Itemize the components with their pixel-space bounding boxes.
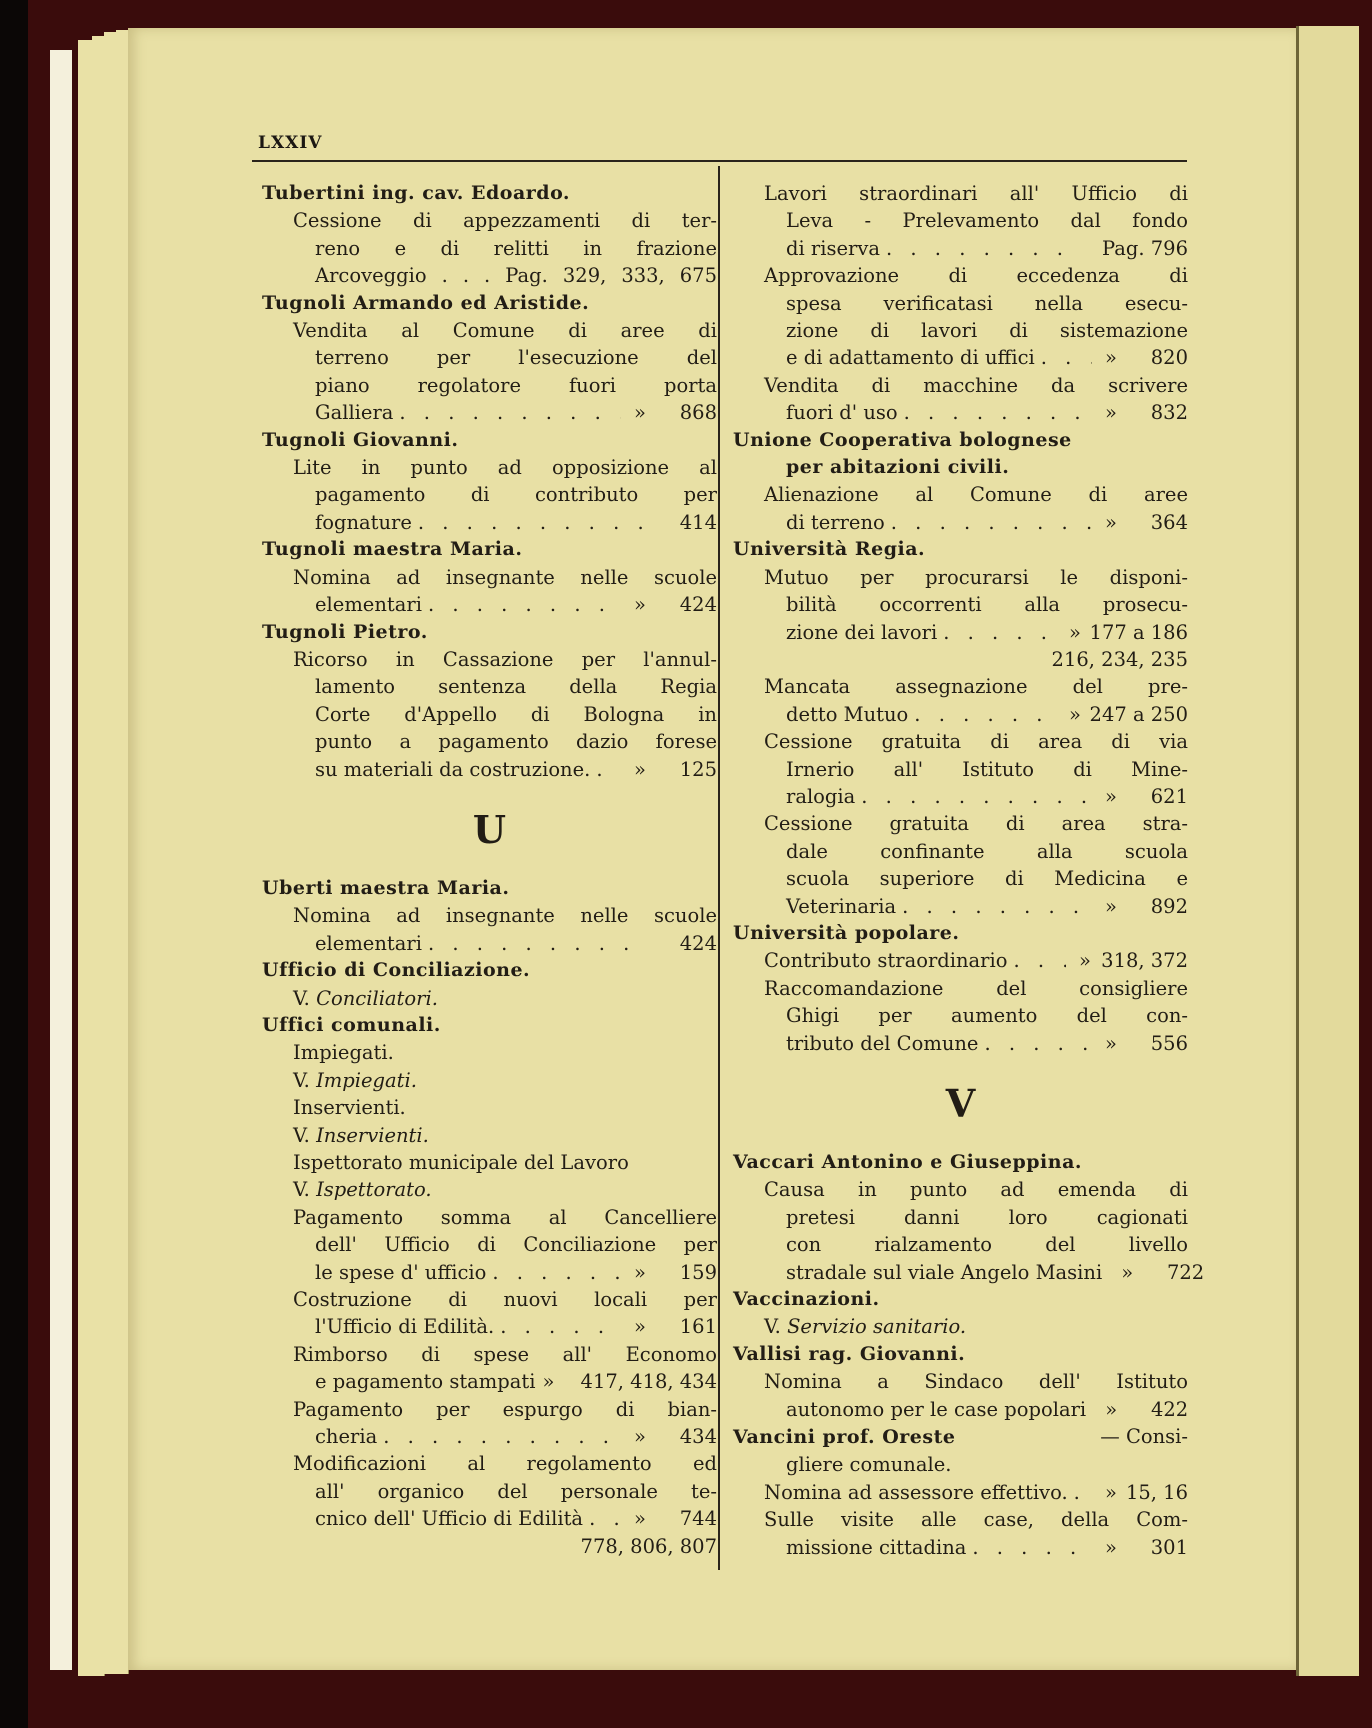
entry-text: Vendita di macchine da scrivere [764,373,1188,397]
entry-text: Irnerio all' Istituto di Mine- [786,757,1188,781]
entry-heading: Vaccari Antonino e Giuseppina. [733,1151,1083,1173]
cross-reference-target: Ispettorato. [316,1178,432,1202]
cross-reference [262,985,717,1012]
entry-line [733,1534,1188,1561]
ditto-mark: » [634,1425,646,1449]
entry-line [262,399,717,426]
entry-text: fuori d' uso [786,401,898,425]
entry-line [262,1368,717,1395]
right-column [733,180,1205,1561]
entry-text: Ghigi per aumento del con- [786,1004,1188,1028]
ditto-mark: » [634,1315,646,1339]
entry-text: spesa verificatasi nella esecu- [786,291,1188,315]
entry-text: detto Mutuo [786,702,909,726]
header-rule [252,160,1187,162]
entry-text: Ispettorato municipale del Lavoro [293,1151,629,1174]
ditto-mark: » [634,757,646,781]
entry-text: Modificazioni al regolamento ed [293,1452,717,1476]
leader-dots [972,1534,1092,1561]
entry-line [262,930,717,957]
ditto-mark: » [1069,620,1081,644]
entry-line [733,1479,1188,1506]
leader-dots [891,509,1092,536]
entry-text: bilità occorrenti alla prosecu- [786,593,1188,617]
leader-dots [914,701,1056,728]
entry-text: Contributo straordinario [764,949,1008,973]
page-ref: 722 [1166,1260,1205,1284]
entry-text: pagamento di contributo per [315,483,717,507]
page-ref: 247 a 250 [1089,702,1188,726]
entry-line [733,344,1188,371]
entry-text: dale confinante alla scuola [786,839,1188,863]
ditto-mark: » [634,593,646,617]
ditto-mark: » [634,401,646,425]
ditto-mark: » [1121,1260,1134,1284]
entry-text: di riserva [786,236,880,260]
entry-text: Mutuo per procurarsi le disponi- [764,565,1188,589]
entry-text: autonomo per le case popolari [786,1397,1087,1421]
leader-dots [902,893,1092,920]
leader-dots [428,591,621,618]
page-ref: 364 [1150,510,1188,534]
page-ref: 434 [679,1425,717,1449]
entry-line [262,756,717,783]
ditto-mark: » [1105,1397,1118,1421]
ditto-mark: » [1105,784,1117,808]
page-ref: 868 [679,401,717,425]
ditto-mark: » [1105,1480,1117,1504]
page-ref: 556 [1150,1031,1188,1055]
cross-reference [262,1067,717,1094]
entry-line [262,1505,717,1532]
entry-text: Lavori straordinari all' Ufficio di [764,182,1188,205]
entry-line [733,619,1188,646]
leader-dots [589,1505,621,1532]
entry-text: Rimborso di spese all' Economo [293,1342,717,1366]
entry-line [733,893,1188,920]
see-marker: V. [293,986,310,1010]
entry-text: Causa in punto ad emenda di [764,1178,1188,1202]
cross-reference-target: Impiegati. [316,1068,417,1092]
leader-dots [492,1259,621,1286]
page-ref: 744 [679,1507,717,1531]
entry-text: ralogia [786,784,856,808]
ditto-mark: » [1079,949,1091,973]
section-letter-v: V [945,1081,976,1126]
entry-heading-line [733,1423,1188,1451]
page-ref-continued: 778, 806, 807 [580,1534,717,1558]
page-ref: 159 [679,1260,717,1284]
entry-text: e di adattamento di uffici [786,346,1035,370]
entry-text: Cessione gratuita di area di via [764,730,1188,754]
entry-line [733,399,1188,426]
see-marker: V. [764,1315,781,1339]
leader-dots [383,1423,621,1450]
entry-text: all' organico del personale te- [315,1479,717,1503]
entry-text: Ricorso in Cassazione per l'annul- [293,647,717,671]
entry-text: punto a pagamento dazio forese [315,730,717,754]
page-ref: 621 [1150,784,1188,808]
facing-page [1296,26,1359,1676]
entry-line [733,1396,1188,1423]
entry-heading: Uberti maestra Maria. [262,876,510,899]
leader-dots [984,1030,1092,1057]
leader-dots [904,399,1092,426]
entry-text: piano regolatore fuori porta [315,373,717,397]
leader-dots [596,756,621,783]
entry-line [262,509,717,536]
entry-heading: Vallisi rag. Giovanni. [733,1342,966,1365]
cross-reference-target: Conciliatori. [316,986,438,1010]
entry-line [733,1259,1205,1286]
entry-heading: Università popolare. [733,921,960,944]
see-marker: V. [293,1068,310,1092]
entry-text: Nomina ad insegnante nelle scuole [293,904,717,928]
entry-text: cnico dell' Ufficio di Edilità [315,1507,584,1531]
ditto-mark: » [1105,346,1117,370]
page-ref: 125 [679,757,717,781]
page-ref: 417, 418, 434 [580,1370,717,1394]
entry-line [733,1030,1188,1057]
entry-text: di terreno [786,510,885,534]
entry-heading: Uffici comunali. [262,1013,441,1036]
leader-dots [1013,947,1066,974]
page-edge-strip [50,50,72,1670]
entry-heading: Vancini prof. Oreste [733,1426,956,1449]
entry-text: Impiegati. [293,1041,394,1065]
page-ref-continued: 216, 234, 235 [1051,647,1188,671]
see-marker: V. [293,1178,310,1202]
entry-text: fognature [315,510,412,534]
ditto-mark: » [1105,894,1117,918]
ditto-mark: » [1069,702,1081,726]
entry-text: terreno per l'esecuzione del [315,346,717,370]
section-letter-u: U [472,806,507,852]
entry-text: elementari [315,931,422,955]
entry-text: missione cittadina [786,1535,967,1559]
entry-text: reno e di relitti in frazione [315,236,717,260]
entry-text: lamento sentenza della Regia [315,675,717,699]
entry-text: Mancata assegnazione del pre- [764,675,1188,699]
entry-line [733,783,1188,810]
entry-text: — Consi- [1100,1425,1188,1449]
entry-heading: per abitazioni civili. [786,456,1010,479]
entry-line [733,701,1188,728]
entry-line [733,509,1188,536]
entry-text: zione di lavori di sistemazione [786,319,1188,343]
ditto-mark: » [634,1260,646,1284]
entry-text: zione dei lavori [786,620,938,644]
entry-text: Alienazione al Comune di aree [764,483,1188,507]
cross-reference [262,1176,717,1203]
entry-text: Cessione di appezzamenti di ter- [293,209,717,233]
ditto-mark: » [634,1507,646,1531]
entry-text: Approvazione di eccedenza di [764,264,1188,288]
page-ref: 424 [679,593,717,617]
leader-dots [1041,344,1092,371]
page-ref: 177 a 186 [1089,620,1188,644]
entry-text: Cessione gratuita di area stra- [764,812,1188,836]
page-ref: 820 [1150,346,1188,370]
see-marker: V. [293,1123,310,1147]
page-edge [78,40,93,1676]
page-ref: 301 [1150,1535,1188,1559]
page-ref: 318, 372 [1101,949,1188,973]
entry-text: con rialzamento del livello [786,1233,1188,1257]
entry-text: elementari [315,593,422,617]
ditto-mark: » [542,1370,555,1394]
entry-line [262,1259,717,1286]
entry-heading: Tugnoli Armando ed Aristide. [262,291,590,314]
entry-heading: Tugnoli Pietro. [262,620,428,643]
entry-heading: Tubertini ing. cav. Edoardo. [262,182,571,204]
entry-text: e pagamento stampati [315,1370,536,1394]
entry-text: dell' Ufficio di Conciliazione per [315,1233,717,1257]
entry-text: Arcoveggio . . . Pag. 329, 333, 675 [315,264,717,288]
entry-text: tributo del Comune [786,1031,979,1055]
leader-dots [418,509,647,536]
leader-dots [500,1313,621,1340]
entry-text: Galliera [315,401,394,425]
entry-heading: Tugnoli Giovanni. [262,428,459,451]
ditto-mark: » [1105,510,1117,534]
entry-text: gliere comunale. [786,1453,952,1477]
entry-text: Inservienti. [293,1096,406,1120]
page-ref: 832 [1150,401,1188,425]
page-ref: 161 [679,1315,717,1339]
entry-line [262,1423,717,1450]
entry-heading: Ufficio di Conciliazione. [262,959,531,982]
left-column [262,180,717,1560]
entry-text: Veterinaria [786,894,897,918]
entry-text: Corte d'Appello di Bologna in [315,702,717,726]
ditto-mark: » [1105,1031,1117,1055]
entry-line [733,947,1188,974]
entry-text: stradale sul viale Angelo Masini [786,1260,1103,1284]
entry-text: su materiali da costruzione. [315,757,591,781]
entry-heading: Vaccinazioni. [733,1288,880,1311]
entry-text: Pagamento per espurgo di bian- [293,1397,717,1421]
page-ref: 424 [679,931,717,955]
entry-text: scuola superiore di Medicina e [786,867,1188,891]
page-ref: 422 [1150,1397,1189,1421]
entry-text: cheria [315,1425,378,1449]
entry-line [733,235,1188,262]
entry-text: Costruzione di nuovi locali per [293,1288,717,1312]
ditto-mark: » [1105,401,1117,425]
entry-text: Sulle visite alle case, della Com- [764,1508,1188,1532]
entry-text: le spese d' ufficio [315,1260,487,1284]
entry-text: Pagamento somma al Cancelliere [293,1205,717,1229]
column-divider [718,166,720,1570]
entry-text: Nomina ad insegnante nelle scuole [293,565,717,589]
entry-text: Vendita al Comune di aree di [293,319,717,343]
leader-dots [428,930,647,957]
leader-dots [399,399,621,426]
entry-heading: Unione Cooperativa bolognese [733,428,1072,451]
cross-reference [262,1122,717,1149]
entry-line [262,1313,717,1340]
page-ref: 15, 16 [1125,1480,1188,1504]
leader-dots [861,783,1092,810]
entry-text: Raccomandazione del consigliere [764,976,1188,1000]
page-ref: 414 [679,510,717,534]
entry-line [262,591,717,618]
entry-heading: Tugnoli maestra Maria. [262,538,523,561]
entry-text: Leva - Prelevamento dal fondo [786,209,1188,233]
entry-text: Lite in punto ad opposizione al [293,456,717,480]
entry-text: Nomina a Sindaco dell' Istituto [764,1370,1188,1394]
leader-dots [886,235,1082,262]
cross-reference-target: Servizio sanitario. [787,1315,967,1339]
leader-dots [943,619,1056,646]
entry-heading: Università Regia. [733,538,926,561]
cross-reference-target: Inservienti. [316,1123,429,1147]
ditto-mark: » [1105,1535,1117,1559]
entry-text: l'Ufficio di Edilità. [315,1315,495,1339]
page-ref: 892 [1150,894,1188,918]
entry-text: pretesi danni loro cagionati [786,1205,1188,1229]
page-number-header: LXXIV [258,133,323,153]
entry-text: Nomina ad assessore effettivo. [764,1480,1068,1504]
cross-reference [733,1313,1188,1340]
leader-dots [1074,1479,1092,1506]
page-ref: Pag. 796 [1102,236,1188,260]
